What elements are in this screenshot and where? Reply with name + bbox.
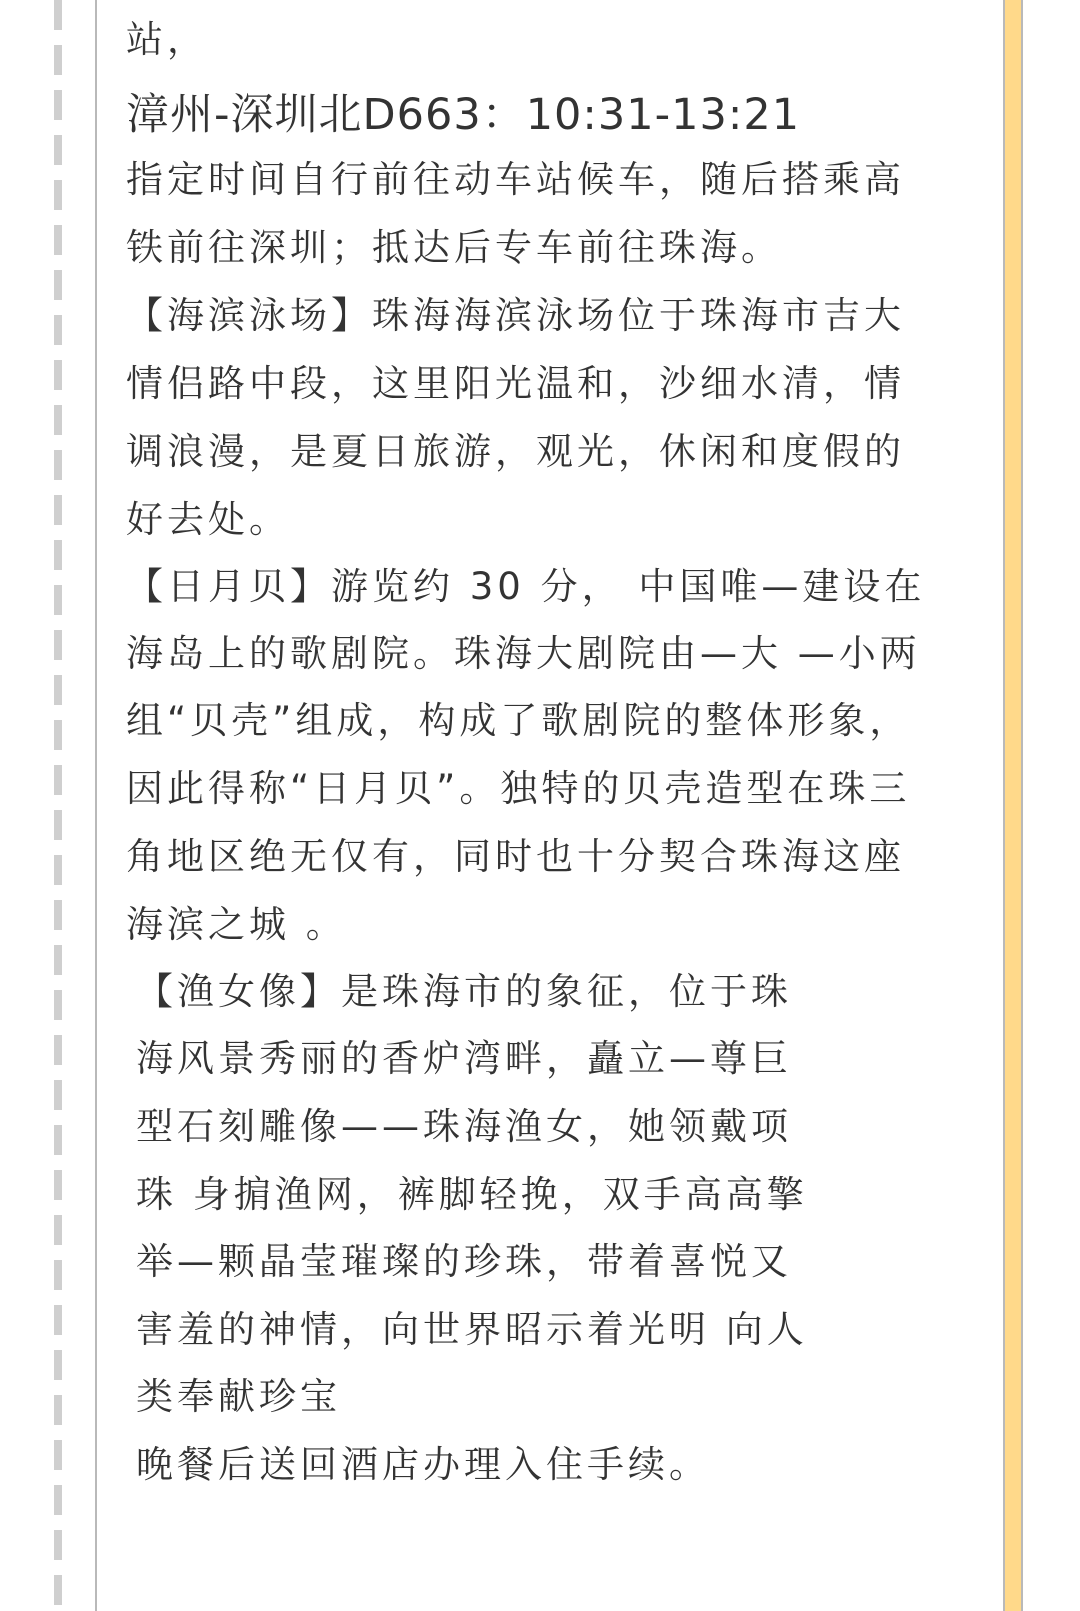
text-line: 铁前往深圳；抵达后专车前往珠海。	[126, 226, 782, 269]
text-line: 角地区绝无仅有，同时也十分契合珠海这座	[126, 835, 905, 878]
text-line: 海岛上的歌剧院。珠海大剧院由—大 —小两	[126, 632, 921, 675]
text-line: 组“贝壳”组成，构成了歌剧院的整体形象，	[126, 699, 911, 742]
text-line: 类奉献珍宝	[136, 1375, 341, 1418]
text-line: 站，	[126, 18, 208, 61]
text-line: 海滨之城 。	[126, 903, 347, 946]
text-line: 好去处。	[126, 498, 290, 541]
text-line: 调浪漫，是夏日旅游，观光，休闲和度假的	[126, 430, 905, 473]
text-line: 害羞的神情，向世界昭示着光明 向人	[136, 1308, 808, 1351]
accent-side-bar	[1005, 0, 1023, 1611]
text-line: 【海滨泳场】珠海海滨泳场位于珠海市吉大	[126, 294, 905, 337]
text-line: 晚餐后送回酒店办理入住手续。	[136, 1443, 710, 1486]
dashed-left-border	[54, 0, 62, 1611]
text-line: 海风景秀丽的香炉湾畔，矗立—尊巨	[136, 1037, 792, 1080]
text-line: 指定时间自行前往动车站候车，随后搭乘高	[126, 158, 905, 201]
text-line: 珠 身掮渔网，裤脚轻挽，双手高高擎	[136, 1173, 808, 1216]
text-line: 因此得称“日月贝”。独特的贝壳造型在珠三	[126, 767, 911, 810]
text-line: 【渔女像】是珠海市的象征，位于珠	[136, 970, 792, 1013]
text-line: 【日月贝】游览约 30 分， 中国唯—建设在	[126, 565, 926, 608]
text-line: 型石刻雕像——珠海渔女，她领戴项	[136, 1105, 792, 1148]
text-line: 情侣路中段，这里阳光温和，沙细水清，情	[126, 362, 905, 405]
train-schedule-line: 漳州-深圳北D663：10:31-13:21	[126, 90, 801, 140]
text-line: 举—颗晶莹璀璨的珍珠，带着喜悦又	[136, 1240, 792, 1283]
